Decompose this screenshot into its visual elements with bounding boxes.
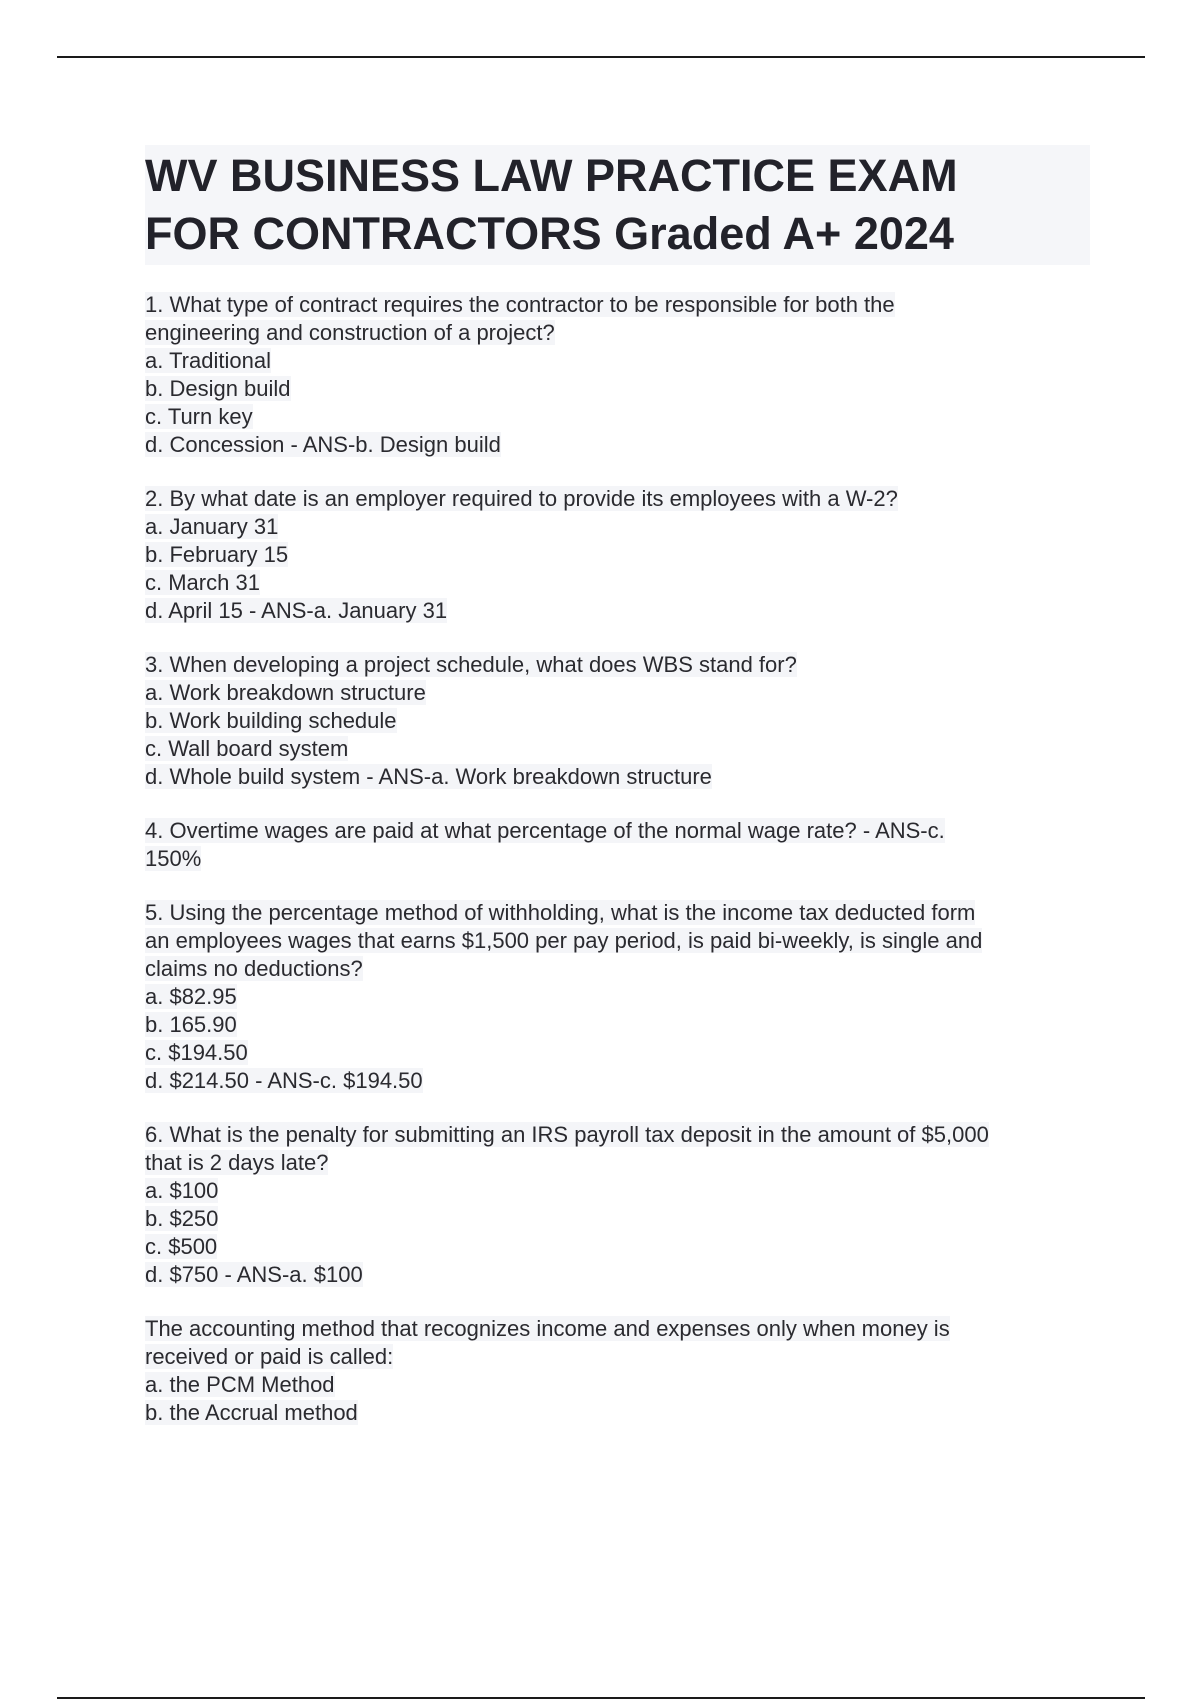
answer-option-with-key: d. $214.50 - ANS-c. $194.50 bbox=[145, 1068, 423, 1093]
answer-option: c. March 31 bbox=[145, 570, 260, 595]
answer-key-line: 150% bbox=[145, 846, 202, 871]
answer-option-with-key: d. April 15 - ANS-a. January 31 bbox=[145, 598, 448, 623]
question-text-line: claims no deductions? bbox=[145, 956, 363, 981]
answer-option: b. Design build bbox=[145, 376, 291, 401]
answer-option: b. February 15 bbox=[145, 542, 289, 567]
bottom-rule bbox=[57, 1697, 1145, 1699]
answer-option: a. $100 bbox=[145, 1178, 219, 1203]
question-block-2 bbox=[145, 485, 1090, 625]
question-block-4 bbox=[145, 817, 1090, 873]
answer-option-with-key: d. Whole build system - ANS-a. Work breakdown structure bbox=[145, 764, 712, 789]
title-line-2: FOR CONTRACTORS Graded A+ 2024 bbox=[145, 208, 954, 259]
question-text-line: engineering and construction of a project? bbox=[145, 320, 555, 345]
question-text-line: 4. Overtime wages are paid at what percentage of the normal wage rate? - ANS-c. bbox=[145, 818, 945, 843]
question-text-line: 2. By what date is an employer required to provide its employees with a W-2? bbox=[145, 486, 898, 511]
answer-option: b. $250 bbox=[145, 1206, 219, 1231]
question-block-5 bbox=[145, 899, 1090, 1095]
title-line-1: WV BUSINESS LAW PRACTICE EXAM bbox=[145, 150, 958, 201]
question-text-line: The accounting method that recognizes income and expenses only when money is bbox=[145, 1316, 950, 1341]
question-text-line: 1. What type of contract requires the contractor to be responsible for both the bbox=[145, 292, 895, 317]
answer-option: b. 165.90 bbox=[145, 1012, 237, 1037]
question-block-7 bbox=[145, 1315, 1090, 1427]
answer-option-with-key: d. Concession - ANS-b. Design build bbox=[145, 432, 501, 457]
answer-option: a. $82.95 bbox=[145, 984, 237, 1009]
page-title bbox=[145, 147, 1090, 263]
question-block-3 bbox=[145, 651, 1090, 791]
question-text-line: an employees wages that earns $1,500 per pay period, is paid bi-weekly, is single and bbox=[145, 928, 983, 953]
question-text-line: 5. Using the percentage method of withholding, what is the income tax deducted form bbox=[145, 900, 976, 925]
answer-option-with-key: d. $750 - ANS-a. $100 bbox=[145, 1262, 363, 1287]
question-block-6 bbox=[145, 1121, 1090, 1289]
answer-option: c. $500 bbox=[145, 1234, 218, 1259]
question-text-line: that is 2 days late? bbox=[145, 1150, 329, 1175]
answer-option: c. $194.50 bbox=[145, 1040, 248, 1065]
answer-option: c. Turn key bbox=[145, 404, 253, 429]
question-text-line: 6. What is the penalty for submitting an IRS payroll tax deposit in the amount of $5,000 bbox=[145, 1122, 989, 1147]
answer-option: a. the PCM Method bbox=[145, 1372, 335, 1397]
question-text-line: 3. When developing a project schedule, what does WBS stand for? bbox=[145, 652, 797, 677]
question-text-line: received or paid is called: bbox=[145, 1344, 394, 1369]
answer-option: a. Traditional bbox=[145, 348, 271, 373]
top-rule bbox=[57, 56, 1145, 58]
answer-option: a. Work breakdown structure bbox=[145, 680, 426, 705]
answer-option: a. January 31 bbox=[145, 514, 279, 539]
title-block bbox=[145, 145, 1090, 265]
question-block-1 bbox=[145, 291, 1090, 459]
page-content bbox=[145, 145, 1090, 1453]
answer-option: b. the Accrual method bbox=[145, 1400, 358, 1425]
answer-option: c. Wall board system bbox=[145, 736, 349, 761]
answer-option: b. Work building schedule bbox=[145, 708, 397, 733]
